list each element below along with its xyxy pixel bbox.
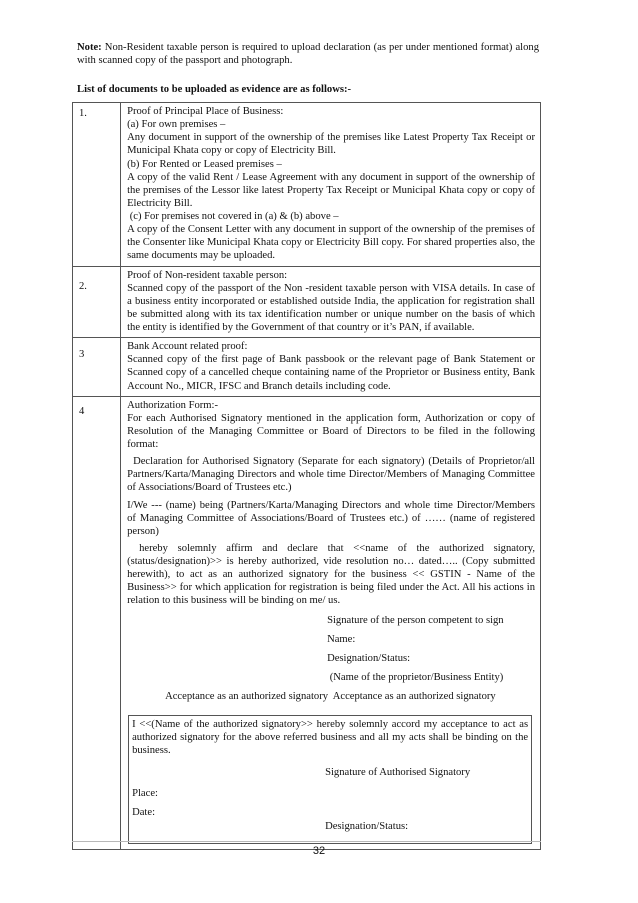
table-row xyxy=(73,338,541,397)
row-content xyxy=(121,396,541,849)
row-text: Scanned copy of the first page of Bank passbook or the relevant page of Bank Statement or Scanned copy of a cancelled cheque containing name of the Proprietor or Business entity, Bank Account No., MICR, IFSC and Branch details including code. xyxy=(127,354,535,392)
declaration-party: I/We --- (name) being (Partners/Karta/Managing Directors and whole time Director/Members of Managing Committee of Associations/Board of Trustees etc.) of …… (name of registered person) xyxy=(127,499,535,537)
row-text: Scanned copy of the passport of the Non -resident taxable person with VISA details. In case of a business entity incorporated or established outside India, the application for registration shall be submitted along with its tax identification number or unique number on the basis of which the entity is identified by the Government of that country or it’s PAN, if available. xyxy=(127,282,535,333)
row-text: For each Authorised Signatory mentioned in the application form, Authorization or copy of Resolution of the Managing Committee or Board of Directors to be filed in the following format: xyxy=(127,412,535,450)
signature-competent: Signature of the person competent to sign xyxy=(327,614,504,626)
acceptance-box xyxy=(128,715,532,844)
sub-heading: (b) For Rented or Leased premises – xyxy=(127,158,282,170)
list-heading: List of documents to be uploaded as evidence are as follows:- xyxy=(77,84,352,95)
acceptance-heading: Acceptance as an authorized signatory Acceptance as an authorized signatory xyxy=(165,691,496,702)
acceptance-text: I <<(Name of the authorized signatory>> hereby solemnly accord my acceptance to act as authorized signatory for the above referred business and all my acts shall be binding on the business. xyxy=(132,719,529,757)
row-number: 4 xyxy=(73,396,121,849)
note-paragraph xyxy=(77,41,539,67)
row-heading: Proof of Principal Place of Business: xyxy=(127,106,284,117)
acceptance-signature: Signature of Authorised Signatory xyxy=(325,766,471,778)
page-number: 32 xyxy=(312,845,326,857)
row-content xyxy=(121,266,541,338)
note-text: Non-Resident taxable person is required to upload declaration (as per under mentioned format) along with scanned copy of the passport and photograph. xyxy=(77,42,539,67)
row-heading: Bank Account related proof: xyxy=(127,341,248,353)
acceptance-place: Place: xyxy=(132,787,158,799)
row-text: A copy of the Consent Letter with any document in support of the ownership of the premises of the Consenter like Municipal Khata copy or Electricity Bill copy. For shared properties also, the same documents may be uploaded. xyxy=(127,224,535,262)
footer-divider xyxy=(72,841,541,842)
acceptance-designation: Designation/Status: xyxy=(325,820,409,832)
signature-proprietor: (Name of the proprietor/Business Entity) xyxy=(327,671,504,683)
signature-designation: Designation/Status: xyxy=(327,652,411,664)
row-content xyxy=(121,103,541,267)
signature-block xyxy=(327,614,535,685)
sub-heading: (a) For own premises – xyxy=(127,119,226,131)
row-heading: Authorization Form:- xyxy=(127,399,218,411)
declaration-body: hereby solemnly affirm and declare that <<name of the authorized signatory, (status/designation)>> is hereby authorized, vide resolution no… dated….. (Copy submitted herewith), to act as an authorized signatory for the business << GSTIN - Name of the Business>> for which application for registration is being filed under the Act. All his actions in relation to this business will be binding on me/ us. xyxy=(127,542,535,607)
documents-table xyxy=(72,102,541,850)
signature-name: Name: xyxy=(327,633,356,645)
sub-heading: (c) For premises not covered in (a) & (b) above – xyxy=(127,211,339,222)
row-text: A copy of the valid Rent / Lease Agreement with any document in support of the ownership of the premises of the Lessor like latest Property Tax Receipt or Municipal Khata copy or copy of Electricity Bill. xyxy=(127,171,535,209)
row-content xyxy=(121,338,541,397)
row-text: Any document in support of the ownership of the premises like Latest Property Tax Receipt or Municipal Khata copy or copy of Electricity Bill. xyxy=(127,132,535,157)
note-label: Note: xyxy=(77,42,102,53)
row-number: 2. xyxy=(73,266,121,338)
acceptance-date: Date: xyxy=(132,806,156,818)
row-number: 1. xyxy=(73,103,121,267)
declaration-title: Declaration for Authorised Signatory (Separate for each signatory) (Details of Proprietor/all Partners/Karta/Managing Directors and whole time Director/Members of Managing Committee of Associations/Board of Trustees etc.) xyxy=(127,456,535,494)
row-number: 3 xyxy=(73,338,121,397)
table-row xyxy=(73,396,541,849)
row-heading: Proof of Non-resident taxable person: xyxy=(127,269,288,281)
table-row xyxy=(73,266,541,338)
table-row xyxy=(73,103,541,267)
